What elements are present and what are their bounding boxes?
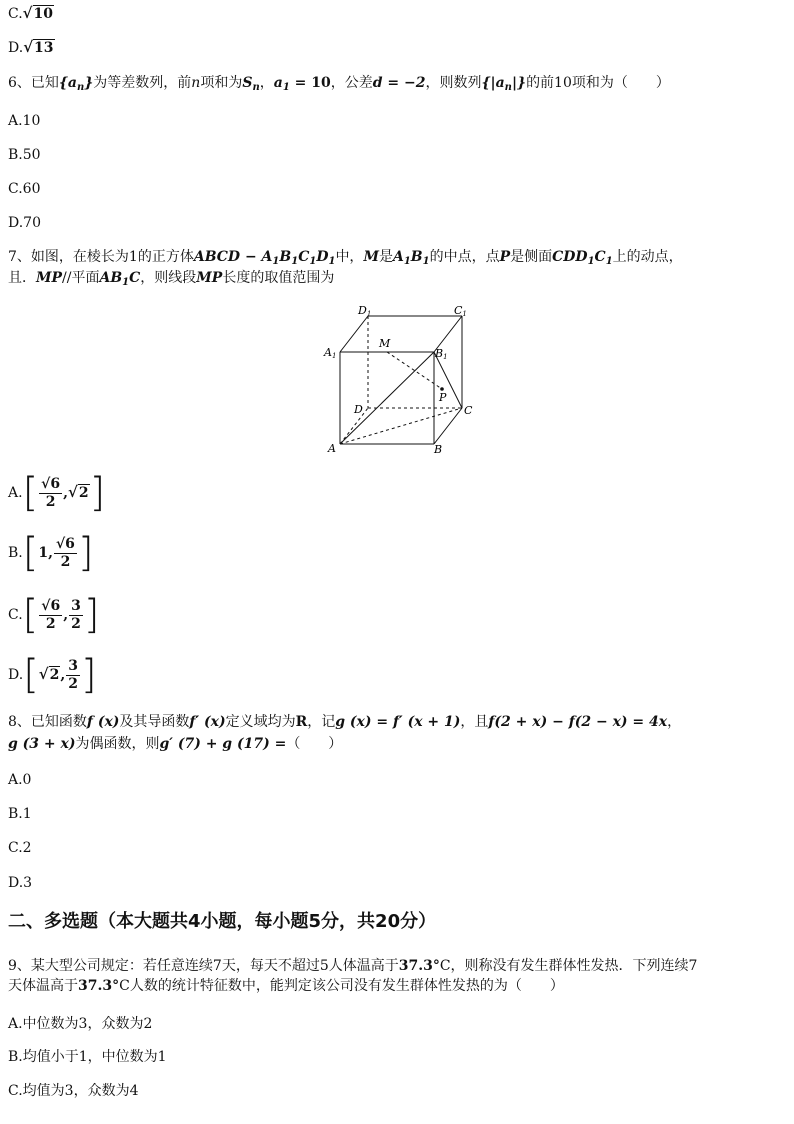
q8-option-a: A.0 (8, 772, 32, 788)
q5-option-c: C. √ 10 (8, 4, 54, 22)
label-c: C (464, 404, 473, 417)
fraction: $\frac{√6}{2}$ (41, 475, 61, 510)
sqrt-13: √ 13 (23, 38, 54, 56)
label-c1: C1 (454, 304, 467, 318)
question-9-stem-line1: 9、某大型公司规定：若任意连续7天，每天不超过5人体温高于37.3°C，则称没有发生群体性发热．下列连续7 (8, 958, 698, 974)
sqrt-2: √ 2 (38, 665, 60, 683)
fraction: $\frac{3}{2}$ (68, 657, 79, 692)
q8-option-b: B.1 (8, 806, 32, 822)
sqrt-10: √ 10 (22, 4, 54, 22)
q9-option-c: C.均值为3，众数为4 (8, 1083, 139, 1099)
question-8-stem-line2: g (3 + x)为偶函数，则g′ (7) + g (17) =（ ） (8, 736, 343, 752)
section-2-heading: 二、多选题（本大题共4小题，每小题5分，共20分） (8, 911, 437, 932)
q7-option-b: B.[1, $\frac{√6}{2}$ ] (8, 530, 94, 576)
fraction: $\frac{√6}{2}$ (55, 535, 75, 570)
label-d1: D1 (358, 304, 372, 318)
q6-option-c: C.60 (8, 181, 41, 197)
label-a: A (328, 442, 336, 455)
q7-option-a: A.[ $\frac{√6}{2}$ , √ 2 ] (8, 470, 106, 516)
label-b: B (434, 443, 443, 456)
question-7-stem-line2: 且．MP//平面$AB_1C$，则线段MP长度的取值范围为 (8, 270, 335, 288)
label-a1: A1 (324, 346, 337, 360)
q9-option-a: A.中位数为3，众数为2 (8, 1016, 153, 1032)
q8-option-c: C.2 (8, 840, 32, 856)
q6-option-b: B.50 (8, 147, 41, 163)
question-6-stem: 6、已知$\{a_n\}$为等差数列，前n项和为$S_n$，$a_1 = 10$，公差d = −2，则数列$\{|a_n|\}$的前10项和为（ ） (8, 75, 670, 93)
question-9-stem-line2: 天体温高于37.3°C人数的统计特征数中，能判定该公司没有发生群体性发热的为（ ） (8, 978, 564, 994)
q7-option-c: C.[ $\frac{√6}{2}$ , $\frac{3}{2}$ ] (8, 592, 100, 638)
label-m: M (379, 337, 391, 350)
fraction: $\frac{√6}{2}$ (41, 597, 61, 632)
sqrt-2: √ 2 (68, 483, 89, 501)
cube-figure (318, 300, 480, 460)
q8-option-d: D.3 (8, 875, 33, 891)
q7-option-d: D.[ √ 2 , $\frac{3}{2}$ ] (8, 652, 97, 698)
fraction: $\frac{3}{2}$ (71, 597, 81, 632)
q6-option-d: D.70 (8, 215, 41, 231)
q9-option-b: B.均值小于1，中位数为1 (8, 1049, 167, 1065)
label-d: D (354, 403, 363, 416)
edge-bc (434, 408, 462, 444)
question-8-stem-line1: 8、已知函数f (x)及其导函数f′ (x)定义域均为R，记g (x) = f′ (x + 1)，且f(2 + x) − f(2 − x) = 4x， (8, 714, 682, 730)
label-p: P (439, 391, 447, 404)
q6-option-a: A.10 (8, 113, 41, 129)
edge-a1d1 (340, 316, 368, 352)
q5-option-d: D. √ 13 (8, 38, 54, 56)
label-b1: B1 (435, 347, 448, 361)
question-7-stem-line1: 7、如图，在棱长为1的正方体ABCD − $A_1B_1C_1D_1$中，M是$A_1B_1$的中点，点P是侧面$CDD_1C_1$上的动点， (8, 249, 683, 267)
